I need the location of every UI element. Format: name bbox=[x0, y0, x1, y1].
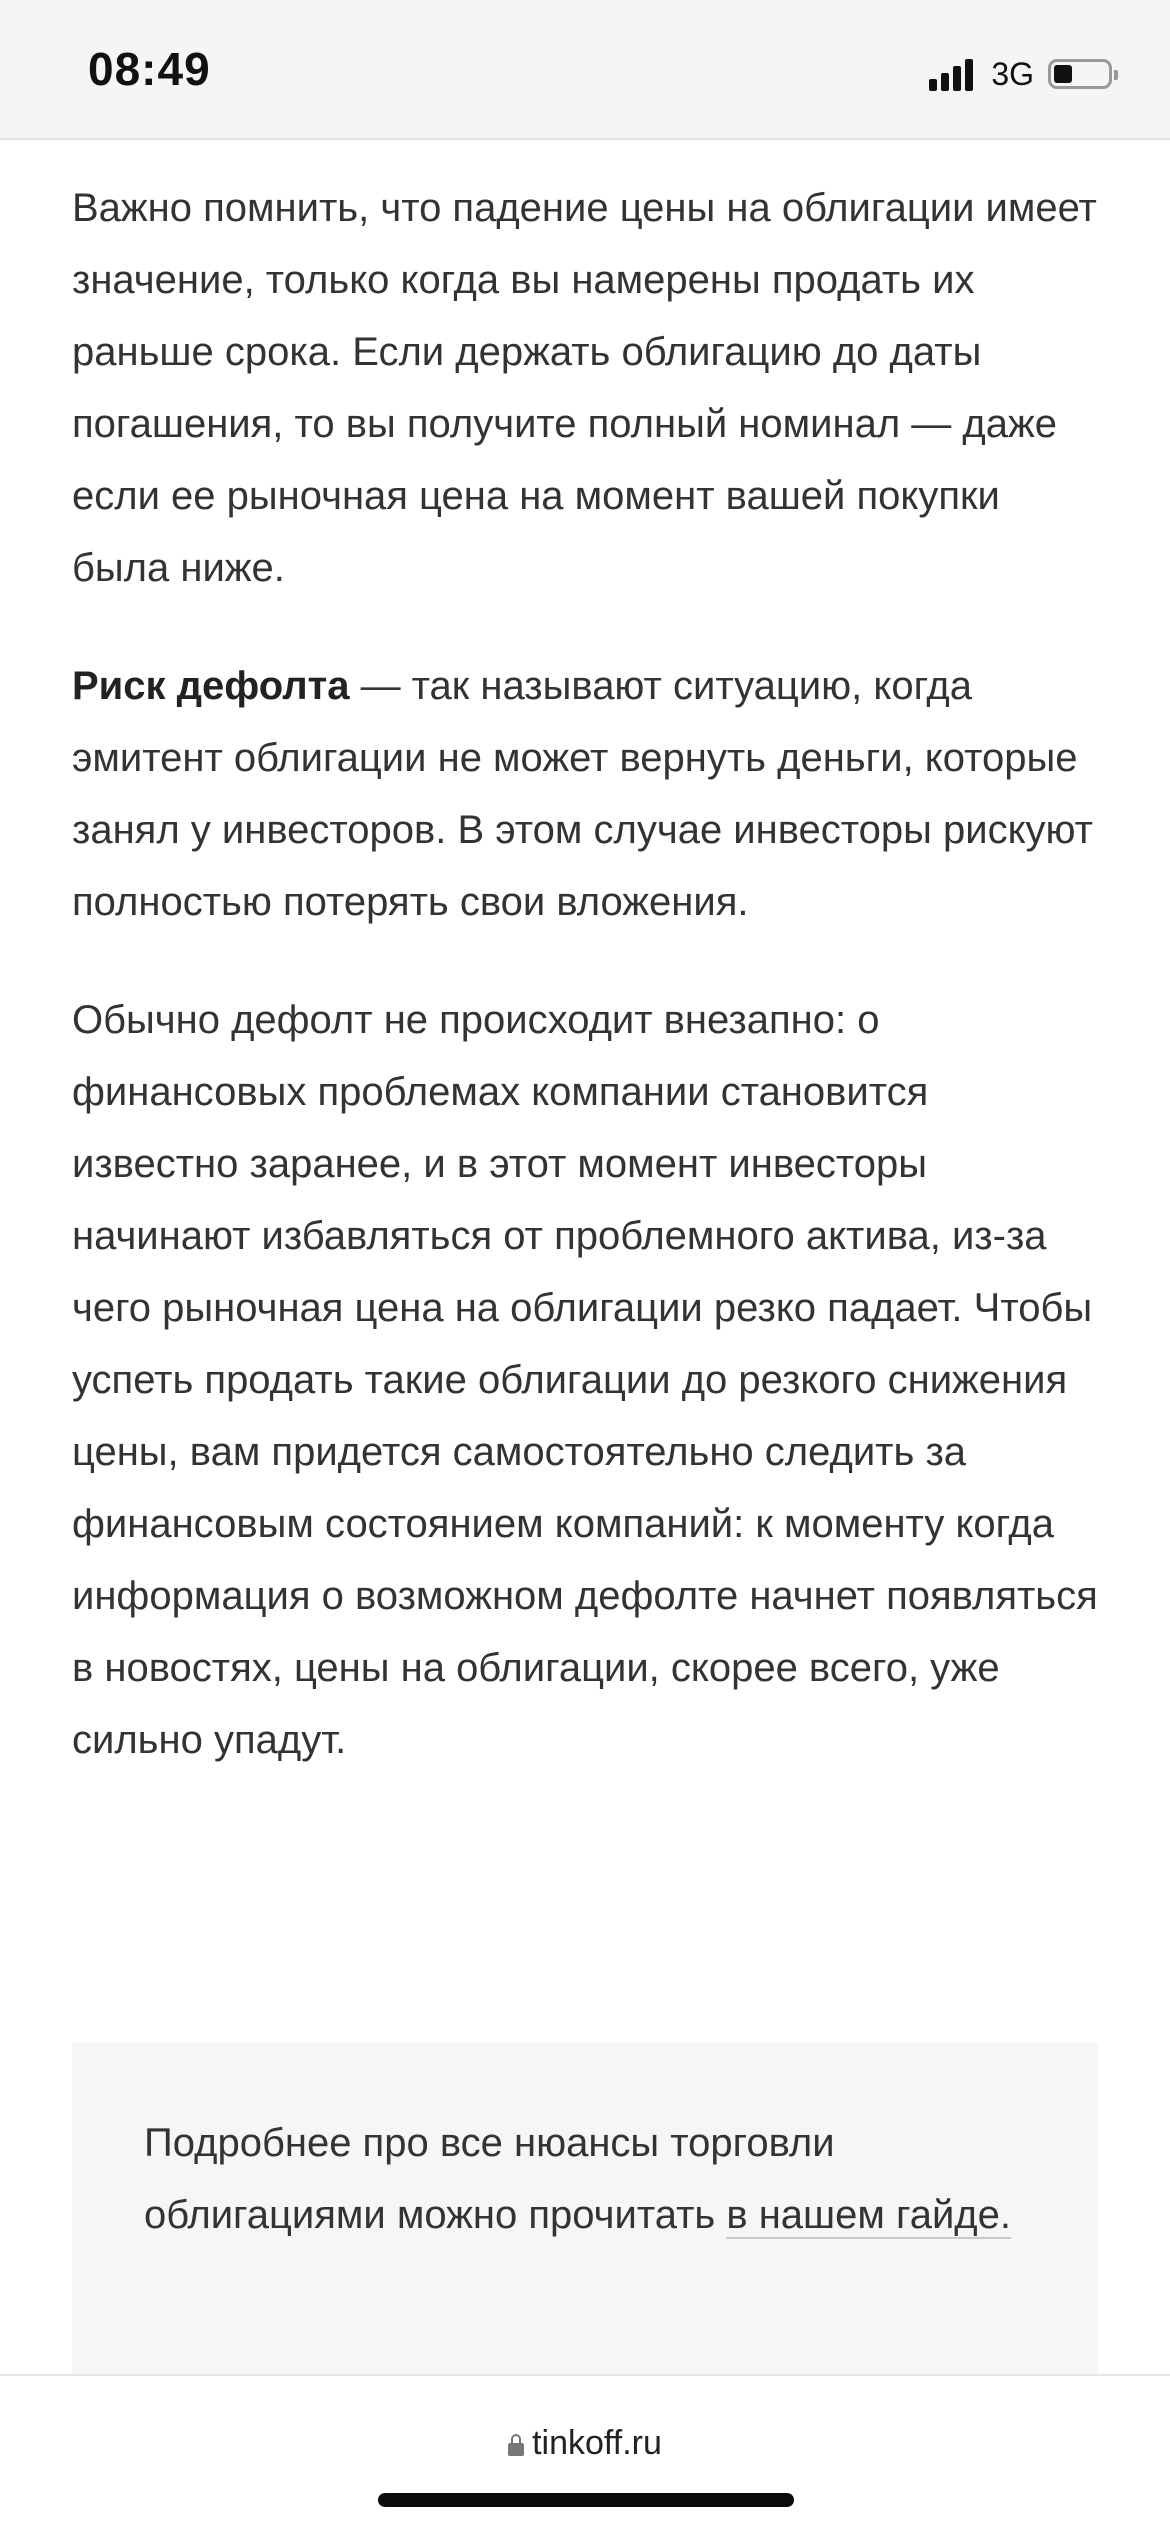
guide-link[interactable]: в нашем гайде. bbox=[726, 2193, 1011, 2237]
url-text: tinkoff.ru bbox=[532, 2424, 662, 2462]
article-body bbox=[72, 172, 1102, 1822]
paragraph-price-drop: Важно помнить, что падение цены на облигации имеет значение, только когда вы намерены продать их раньше срока. Если держать облигацию до даты погашения, то вы получите полный номинал — даже если ее рыночная цена на момент вашей покупки была ниже. bbox=[72, 186, 1097, 590]
lock-icon bbox=[508, 2434, 524, 2456]
paragraph-default-warning: Обычно дефолт не происходит внезапно: о финансовых проблемах компании становится известно заранее, и в этот момент инвесторы начинают избавляться от проблемного актива, из-за чего рыночная цена на облигации резко падает. Чтобы успеть продать такие облигации до резкого снижения цены, вам придется самостоятельно следить за финансовым состоянием компаний: к моменту когда информация о возможном дефолте начнет появляться в новостях, цены на облигации, скорее всего, уже сильно упадут. bbox=[72, 998, 1098, 1762]
signal-bars-icon bbox=[929, 57, 977, 91]
guide-callout-lead: Подробнее про все нюансы торговли облигациями можно прочитать bbox=[144, 2121, 835, 2237]
status-indicators bbox=[929, 54, 1112, 94]
url-display[interactable] bbox=[0, 2424, 1170, 2463]
guide-callout bbox=[72, 2043, 1098, 2383]
home-indicator[interactable] bbox=[378, 2493, 794, 2507]
default-risk-definition: — так называют ситуацию, когда эмитент облигации не может вернуть деньги, которые занял у инвесторов. В этом случае инвесторы рискуют полностью потерять свои вложения. bbox=[72, 664, 1093, 924]
battery-icon bbox=[1048, 59, 1112, 89]
status-bar bbox=[0, 0, 1170, 140]
guide-callout-text bbox=[144, 2107, 1026, 2251]
browser-address-bar[interactable] bbox=[0, 2374, 1170, 2532]
default-risk-term: Риск дефолта bbox=[72, 664, 350, 708]
network-type: 3G bbox=[991, 55, 1034, 92]
battery-fill bbox=[1054, 65, 1072, 83]
status-time: 08:49 bbox=[88, 43, 211, 95]
paragraph-default-risk bbox=[72, 650, 1102, 938]
